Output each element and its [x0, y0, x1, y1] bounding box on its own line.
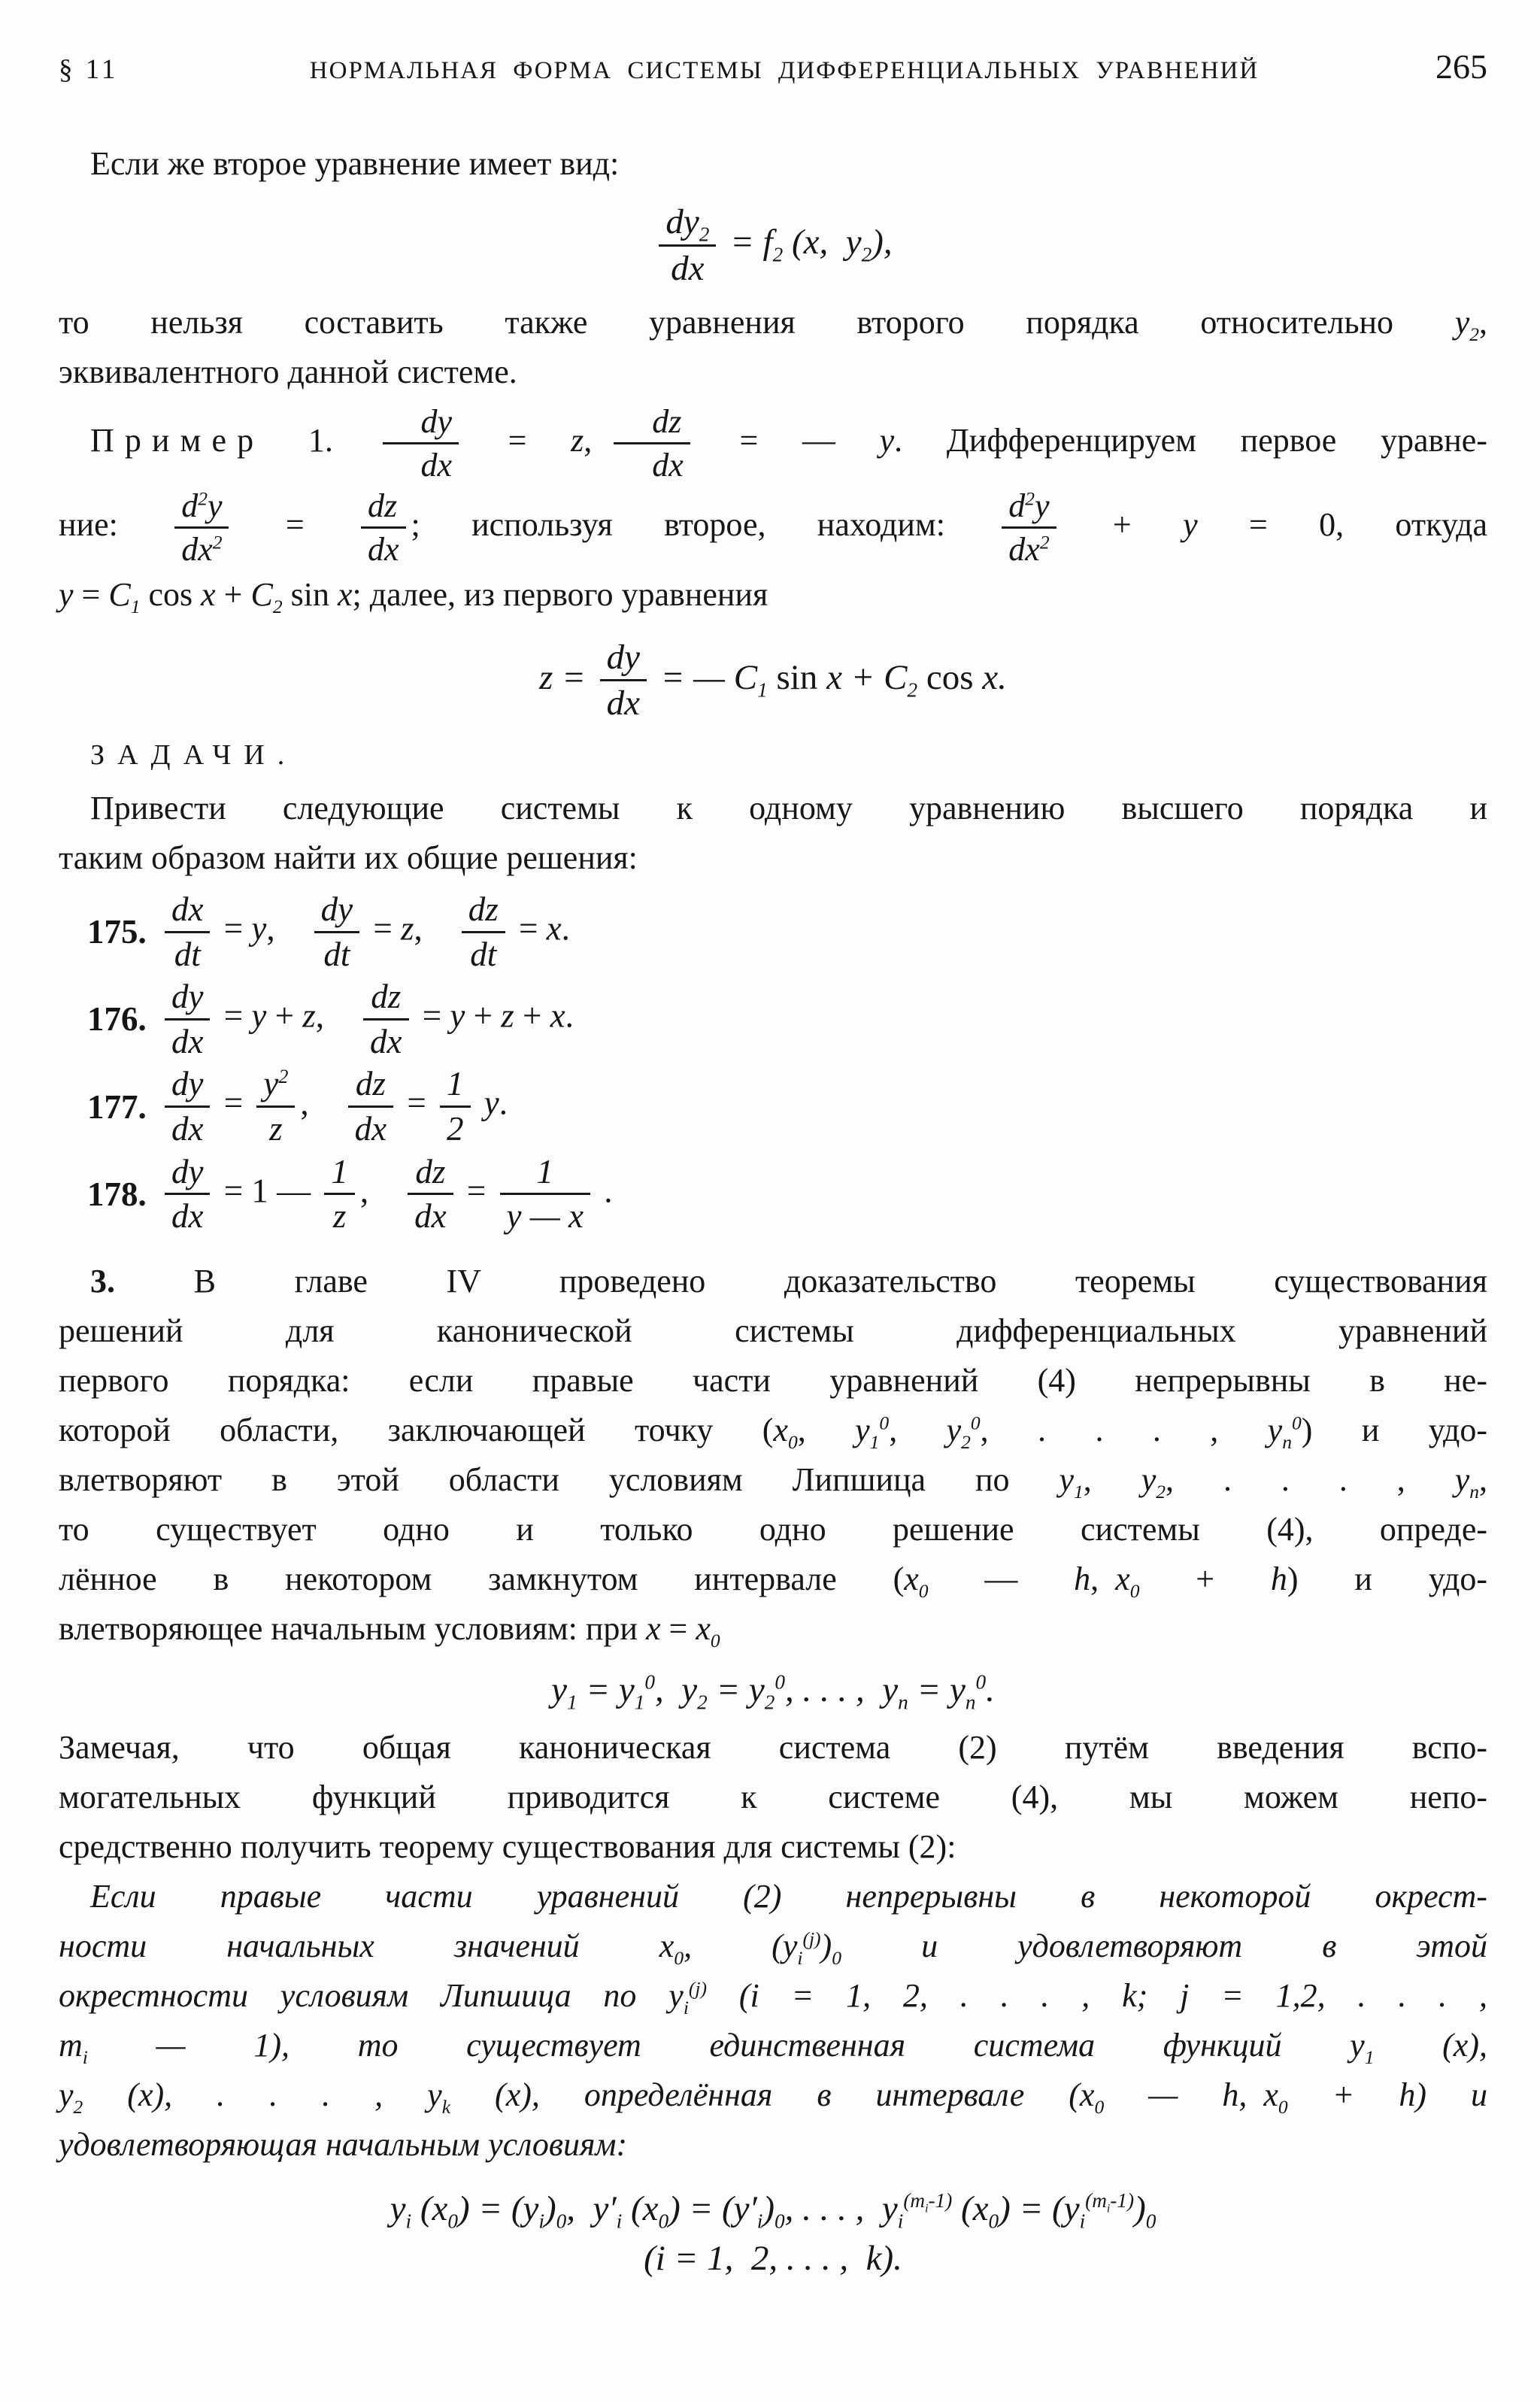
text-line: лённое в некотором замкнутом интервале ($x_0$ — h, $x_0 + h$) и удо- [59, 1560, 1488, 1602]
text-line: $y_2$ (x), . . . , $y_k$ (x), определённая в интервале ($x_0$ — h, $x_0 + h$) и [59, 2076, 1488, 2118]
running-title: НОРМАЛЬНАЯ ФОРМА СИСТЕМЫ ДИФФЕРЕНЦИАЛЬНЫХ УРАВНЕНИЙ [309, 57, 1260, 84]
text-line: средственно получить теорему существования для системы (2): [59, 1827, 956, 1865]
problems-list [87, 889, 1487, 1237]
text-line: $m_i$ — 1), то существует единственная система функций $y_1$ (x), [59, 2026, 1487, 2068]
paragraph-note [59, 298, 1487, 397]
tasks-heading: ЗАДАЧИ. [90, 739, 298, 772]
text-line: влетворяют в этой области условиям Липшица по $y_1$, $y_2$, . . . , $y_n$, [59, 1460, 1487, 1503]
problem-178 [87, 1151, 1487, 1237]
problem-number: 176. [87, 1000, 147, 1039]
text-line: эквивалентного данной системе. [59, 353, 517, 390]
equation-z: z = $\frac{dy}{dx}$ = — $C_1$ $\sin x + C_2$ cos x. [539, 637, 1007, 723]
paragraph-tasks-intro [59, 784, 1487, 883]
equation-initial-general: $y_i$ $(x_0) = (y_i)_0$, $y'_i$ $(x_0) = (y'_i)_0$, . . . , $y_i^{(m_i-1)}$ $(x_0) = (y_i^{(m_i-1)})_0$ [390, 2188, 1157, 2233]
problem-177 [87, 1063, 1487, 1149]
problem-formula: $\frac{dy}{dx}$ = y + z, $\frac{dz}{dx}$ = y + z + x. [159, 976, 574, 1062]
problem-formula: $\frac{dy}{dx}$ = 1 — $\frac{1}{z}$ , $\frac{dz}{dx}$ = $\frac{1}{y — x}$ . [159, 1151, 612, 1237]
text-line: 3. В главе IV проведено доказательство теоремы существования [90, 1262, 1487, 1300]
text-line: окрестности условиям Липшица по $y_i^{(j)}$ (i = 1, 2, . . . , k; j = 1,2, . . . , [59, 1976, 1488, 2018]
text-line: первого порядка: если правые части уравнений (4) непрерывны в не- [59, 1361, 1487, 1399]
text-line: то нельзя составить также уравнения второго порядка относительно $y_2$, [59, 303, 1487, 345]
problem-number: 178. [87, 1175, 147, 1213]
paragraph-intro [59, 139, 1487, 189]
text-line: таким образом найти их общие решения: [59, 839, 638, 877]
text-line: решений для канонической системы дифференциальных уравнений [59, 1312, 1487, 1349]
text-line: то существует одно и только одно решение системы (4), опреде- [59, 1510, 1487, 1548]
problem-175 [87, 889, 1487, 975]
text-line: Замечая, что общая каноническая система (2) путём введения вспо- [59, 1728, 1487, 1766]
problem-number: 175. [87, 913, 147, 951]
equation-index-range: (i = 1, 2, . . . , k). [644, 2238, 902, 2278]
equation-dy2: $\frac{dy_2}{dx}$ = $f_2$ (x, $y_2$), [59, 201, 1487, 290]
text-line: Если же второе уравнение имеет вид: [90, 145, 620, 182]
paragraph-example [59, 402, 1487, 620]
text-line: удовлетворяющая начальным условиям: [59, 2125, 628, 2163]
paragraph-remark [59, 1723, 1487, 1872]
paragraph-theorem-canonical [59, 1257, 1487, 1654]
text-line: Если правые части уравнений (2) непрерывны в некоторой окрест- [90, 1877, 1487, 1915]
text-line: могательных функций приводится к системе (4), мы можем непо- [59, 1778, 1487, 1815]
running-head [59, 47, 1487, 86]
text-line: Привести следующие системы к одному уравнению высшего порядка и [90, 790, 1487, 827]
text-line: влетворяющее начальным условиям: при $x = x_0$ [59, 1609, 720, 1651]
text-line: $y = C_1$ $\cos x + C_2$ sin x; далее, из первого уравнения [59, 575, 768, 617]
paragraph-theorem-general [59, 1872, 1487, 2170]
problem-176 [87, 976, 1487, 1062]
text-line: ности начальных значений $x_0$, $(y_i^{(j)})_0$ и удовлетворяют в этой [59, 1927, 1487, 1969]
text-line: Пример 1. $\frac{dy}{dx}$ = z, $\frac{dz}{dx}$ = — y. Дифференцируем первое уравне- [90, 402, 1487, 484]
problem-number: 177. [87, 1087, 147, 1126]
section-mark: § 11 [59, 54, 119, 85]
problem-formula: $\frac{dy}{dx}$ = $\frac{y^2}{z}$ , $\frac{dz}{dx}$ = $\frac{1}{2}$ y. [159, 1063, 508, 1149]
text-line: которой области, заключающей точку ($x_0$, $y_1^0$, $y_2^0$, . . . , $y_n^0$) и удо- [59, 1411, 1488, 1453]
equation-initial-conditions: $y_1 = y_1^0$, $y_2 = y_2^0$, . . . , $y_n = y_n^0$. [551, 1670, 995, 1714]
text-line: ние: $\frac{d^2y}{dx^2}$ = $\frac{dz}{dx}$ ; используя второе, находим: $\frac{d^2y}{dx^2}$ + y = 0, откуда [59, 487, 1487, 569]
page-number: 265 [1435, 47, 1487, 86]
problem-formula: $\frac{dx}{dt}$ = y, $\frac{dy}{dt}$ = z, $\frac{dz}{dt}$ = x. [159, 889, 570, 975]
